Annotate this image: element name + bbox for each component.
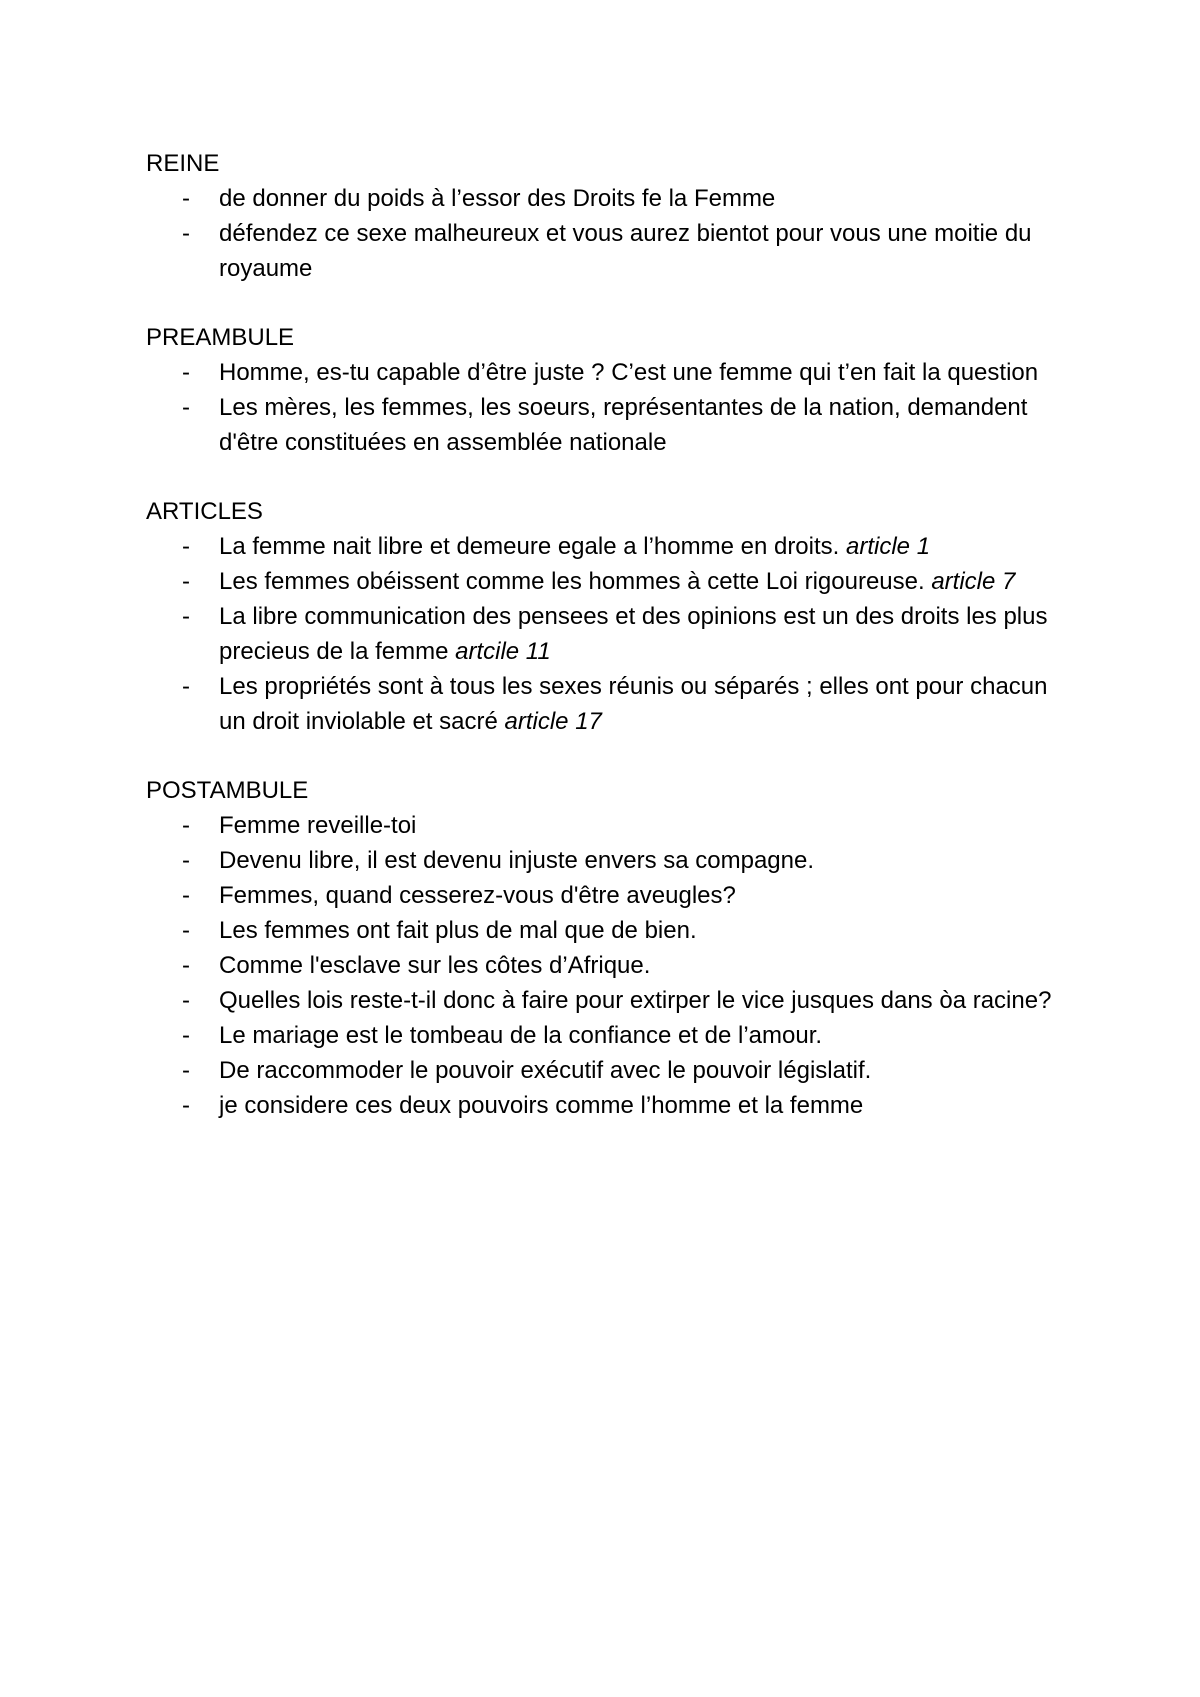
bullet-dash: - [182,882,190,909]
list-item-text: De raccommoder le pouvoir exécutif avec le pouvoir législatif. [219,1057,872,1084]
bullet-dash: - [182,1057,190,1084]
section-reine [146,146,1066,286]
list-item-text: Comme l'esclave sur les côtes d’Afrique. [219,952,651,979]
section-title: PREAMBULE [146,324,295,351]
section-postambule [146,773,1066,1123]
list-item-text: La femme nait libre et demeure egale a l’homme en droits. [219,533,846,560]
section-title: POSTAMBULE [146,777,309,804]
list-item [146,599,1066,669]
list-item [146,913,1066,948]
list-item-text: La libre communication des pensees et des opinions est un des droits les plus precieus de la femme [219,603,1048,665]
article-reference: article 1 [846,533,931,560]
list-item-text: Femmes, quand cesserez-vous d'être aveugles? [219,882,736,909]
list-item [146,843,1066,878]
list-item-text: Les femmes obéissent comme les hommes à cette Loi rigoureuse. [219,568,932,595]
bullet-dash: - [182,673,190,700]
list-item-text: Quelles lois reste-t-il donc à faire pour extirper le vice jusques dans òa racine? [219,987,1052,1014]
list-item [146,390,1066,460]
bullet-dash: - [182,220,190,247]
list-item [146,181,1066,216]
list-item [146,564,1066,599]
bullet-list [146,181,1066,286]
list-item-text: Les propriétés sont à tous les sexes réunis ou séparés ; elles ont pour chacun un droit inviolable et sacré [219,673,1048,735]
list-item [146,216,1066,286]
bullet-dash: - [182,1022,190,1049]
section-title: REINE [146,150,220,177]
bullet-dash: - [182,812,190,839]
bullet-dash: - [182,568,190,595]
article-reference: artcile 11 [455,638,551,665]
list-item-text: Les femmes ont fait plus de mal que de bien. [219,917,697,944]
list-item [146,983,1066,1018]
list-item-text: Le mariage est le tombeau de la confiance et de l’amour. [219,1022,823,1049]
bullet-list [146,808,1066,1123]
list-item [146,355,1066,390]
bullet-dash: - [182,359,190,386]
bullet-dash: - [182,952,190,979]
bullet-list [146,355,1066,460]
list-item [146,878,1066,913]
bullet-dash: - [182,1092,190,1119]
list-item-text: je considere ces deux pouvoirs comme l’homme et la femme [219,1092,864,1119]
list-item [146,1053,1066,1088]
list-item-text: défendez ce sexe malheureux et vous aurez bientot pour vous une moitie du royaume [219,220,1032,282]
list-item-text: Femme reveille-toi [219,812,417,839]
bullet-dash: - [182,394,190,421]
list-item [146,529,1066,564]
bullet-list [146,529,1066,739]
list-item-text: Homme, es-tu capable d’être juste ? C’est une femme qui t’en fait la question [219,359,1039,386]
list-item-text: Devenu libre, il est devenu injuste envers sa compagne. [219,847,815,874]
bullet-dash: - [182,987,190,1014]
list-item [146,808,1066,843]
list-item-text: de donner du poids à l’essor des Droits fe la Femme [219,185,776,212]
list-item [146,948,1066,983]
bullet-dash: - [182,185,190,212]
bullet-dash: - [182,533,190,560]
list-item [146,669,1066,739]
list-item-text: Les mères, les femmes, les soeurs, représentantes de la nation, demandent d'être constituées en assemblée nationale [219,394,1028,456]
document-body [146,146,1066,1157]
section-title: ARTICLES [146,498,263,525]
bullet-dash: - [182,847,190,874]
bullet-dash: - [182,917,190,944]
section-articles [146,494,1066,739]
article-reference: article 7 [931,568,1016,595]
article-reference: article 17 [504,708,602,735]
list-item [146,1018,1066,1053]
list-item [146,1088,1066,1123]
bullet-dash: - [182,603,190,630]
section-preambule [146,320,1066,460]
